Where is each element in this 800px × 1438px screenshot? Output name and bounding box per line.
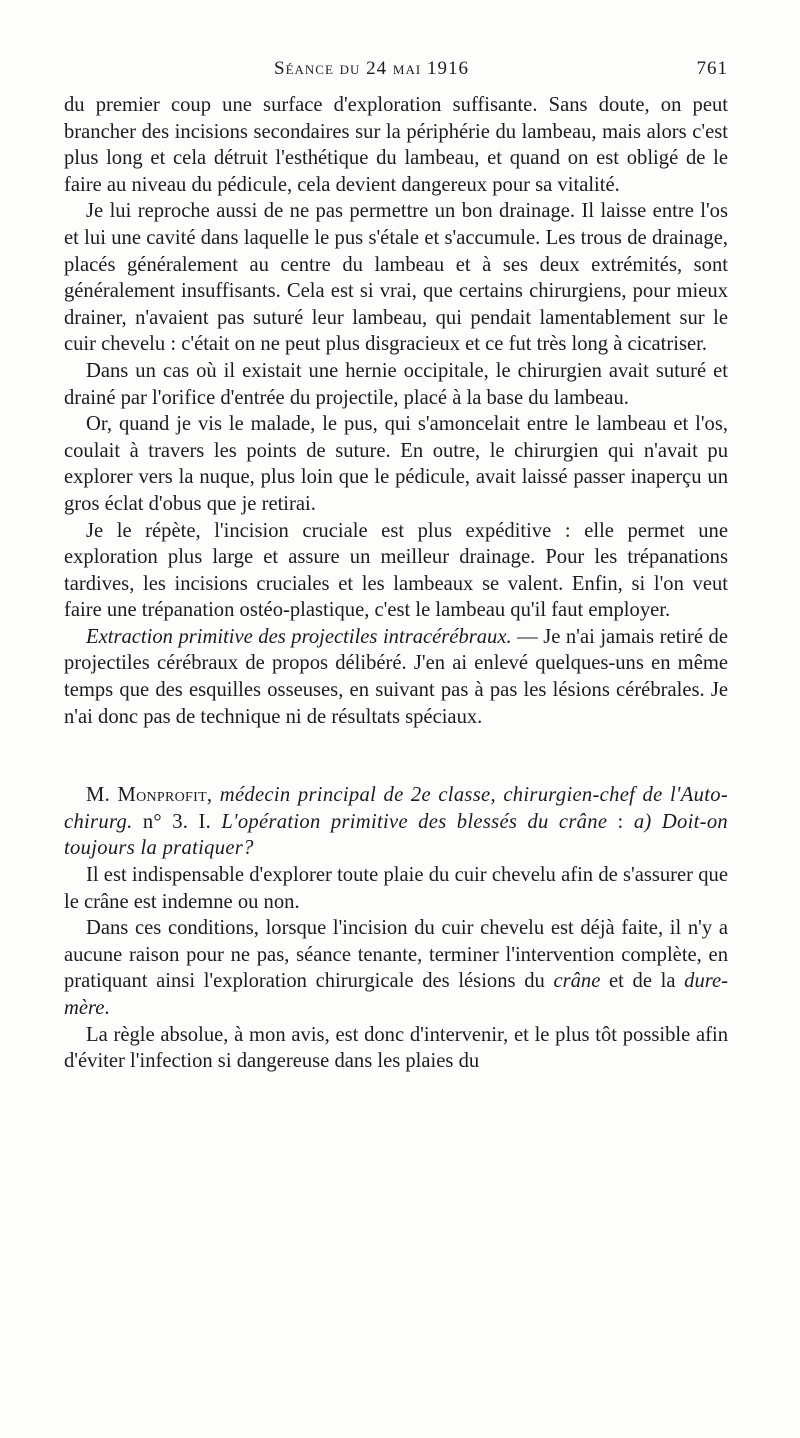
paragraph-conditions: [64, 915, 728, 1021]
subsection-letter: a): [633, 810, 652, 833]
subsection-title: Doit-on toujours la pratiquer?: [64, 810, 729, 860]
dure-mere-term: dure-mère: [64, 970, 728, 1019]
speaker-name: M. Monprofit,: [86, 784, 213, 807]
conditions-text-c: .: [104, 997, 110, 1019]
paragraph-explorer: Il est indispensable d'explorer toute plaie du cuir chevelu afin de s'assurer que le crâne est indemne ou non.: [64, 864, 728, 913]
paragraph-cruciale: Je le répète, l'incision cruciale est plus expéditive : elle permet une exploration plus large et assure un meilleur drainage. Pour les trépanations tardives, les incisions cruciales et les lambeaux se valent. Enfin, si l'on veut faire une trépanation ostéo-plastique, c'est le lambeau qu'il faut employer.: [64, 519, 728, 622]
conditions-text-b: et de la: [600, 970, 685, 993]
running-title: Séance du 24 mai 1916: [274, 58, 469, 79]
paragraph-drainage: Je lui reproche aussi de ne pas permettre un bon drainage. Il laisse entre l'os et lui une cavité dans laquelle le pus s'étale et s'accumule. Les trous de drainage, placés généralement au centre du lambeau et à ses deux extrémités, sont généralement insuffisants. Cela est si vrai, que certains chirurgiens, pour mieux drainer, n'avaient pas suturé leur lambeau, qui pendait lamentablement sur le cuir chevelu : c'était on ne peut plus disgracieux et ce fut très long à cicatriser.: [64, 200, 728, 356]
paragraph-hernia-case: Dans un cas où il existait une hernie occipitale, le chirurgien avait suturé et drainé par l'orifice d'entrée du projectile, placé à la base du lambeau.: [64, 359, 728, 409]
extraction-heading: Extraction primitive des projectiles intracérébraux.: [86, 625, 512, 648]
conditions-text-a: Dans ces conditions, lorsque l'incision du cuir chevelu est déjà faite, il n'y a aucune raison pour ne pas, séance tenante, terminer l'intervention complète, en pratiquant ainsi l'exploration chirurgicale des lésions du: [64, 917, 728, 993]
speaker-role: médecin principal de 2e classe, chirurgien-chef de l'Auto-chirurg.: [64, 784, 728, 833]
paragraph-regle: La règle absolue, à mon avis, est donc d'intervenir, et le plus tôt possible afin d'éviter l'infection si dangereuse dans les plaies du: [64, 1023, 728, 1073]
speaker-number: n° 3. I.: [132, 810, 212, 833]
crane-term: crâne: [553, 970, 601, 993]
document-page: [64, 58, 728, 1075]
section-monprofit: [64, 782, 728, 1075]
paragraph-extraction: [64, 624, 728, 730]
speaker-heading: [64, 782, 728, 862]
paragraph-continuation: du premier coup une surface d'exploration suffisante. Sans doute, on peut brancher des incisions secondaires sur la périphérie du lambeau, mais alors c'est plus long et cela détruit l'esthétique du lambeau, et quand on est obligé de le faire au niveau du pédicule, cela devient dangereux pour sa vitalité.: [64, 94, 728, 196]
extraction-text: — Je n'ai jamais retiré de projectiles cérébraux de propos délibéré. J'en ai enlevé quelques-uns en même temps que des esquilles osseuses, en suivant pas à pas les lésions cérébrales. Je n'ai donc pas de technique ni de résultats spéciaux.: [64, 625, 728, 728]
communication-title: L'opération primitive des blessés du crâne: [211, 810, 608, 833]
section-gap: [64, 730, 728, 782]
page-header: [64, 58, 728, 92]
page-number: 761: [696, 58, 728, 79]
title-separator: :: [607, 810, 634, 833]
paragraph-pus: Or, quand je vis le malade, le pus, qui s'amoncelait entre le lambeau et l'os, coulait à travers les points de suture. En outre, le chirurgien qui n'avait pu explorer vers la nuque, plus loin que le pédicule, avait laissé passer inaperçu un gros éclat d'obus que je retirai.: [64, 413, 728, 515]
section-trepanation-discussion: [64, 92, 728, 730]
